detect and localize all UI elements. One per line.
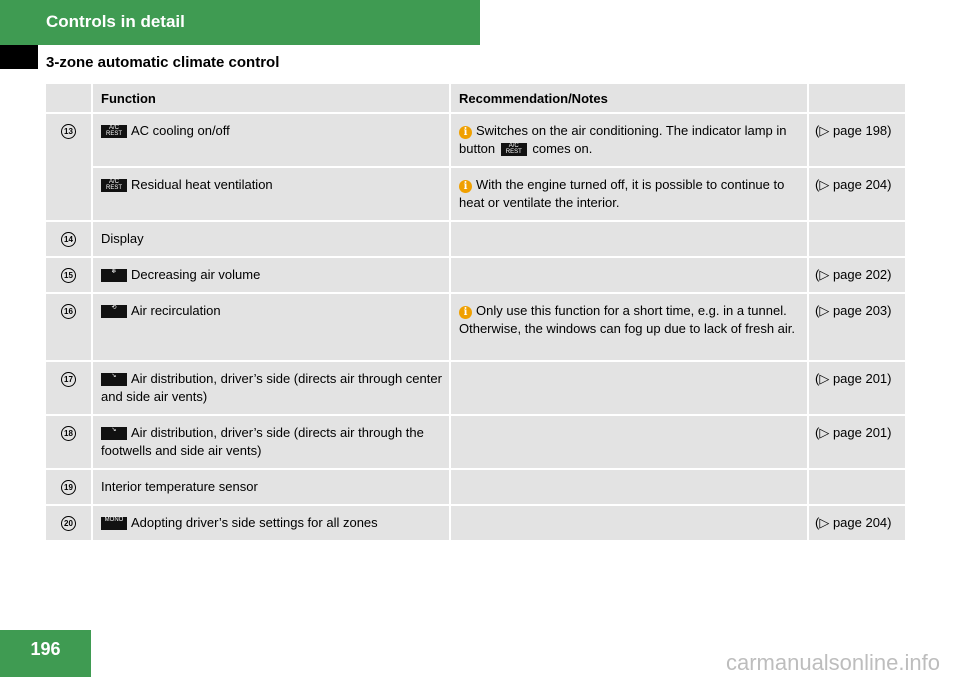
- row-number-cell: [46, 113, 92, 221]
- page-ref-cell: [808, 167, 905, 221]
- note-text: Switches on the air conditioning. The indicator lamp in button: [459, 123, 787, 156]
- page-ref-cell: [808, 293, 905, 361]
- control-button-icon: A/C REST: [101, 125, 127, 138]
- page-reference[interactable]: (▷ page 202): [815, 267, 892, 282]
- circled-number: 16: [61, 304, 76, 319]
- function-text: Air recirculation: [131, 303, 221, 318]
- function-cell: [92, 167, 450, 221]
- circled-number: 19: [61, 480, 76, 495]
- control-button-icon: ⟲: [101, 305, 127, 318]
- circled-number: 18: [61, 426, 76, 441]
- notes-cell: [450, 167, 808, 221]
- page-number: 196: [30, 639, 61, 659]
- function-cell: [92, 257, 450, 293]
- table-row: [46, 469, 905, 505]
- control-button-icon: ↘: [101, 427, 127, 440]
- table-row: [46, 167, 905, 221]
- function-cell: [92, 361, 450, 415]
- page-ref-cell: [808, 113, 905, 167]
- info-icon: i: [459, 180, 472, 193]
- table-row: [46, 257, 905, 293]
- num-header: [46, 84, 92, 113]
- notes-cell: [450, 505, 808, 541]
- row-number-cell: [46, 415, 92, 469]
- page-reference[interactable]: (▷ page 204): [815, 515, 892, 530]
- page-ref-cell: [808, 221, 905, 257]
- page-ref-cell: [808, 361, 905, 415]
- note-text: With the engine turned off, it is possible to continue to heat or ventilate the interior.: [459, 177, 785, 210]
- notes-cell: [450, 415, 808, 469]
- notes-cell: [450, 361, 808, 415]
- control-button-icon: MONO: [101, 517, 127, 530]
- function-cell: [92, 505, 450, 541]
- row-number-cell: [46, 293, 92, 361]
- table-row: [46, 113, 905, 167]
- section-marker: [0, 45, 38, 69]
- notes-cell: [450, 221, 808, 257]
- notes-cell: [450, 257, 808, 293]
- ac-button-icon: A/C REST: [501, 143, 527, 156]
- control-button-icon: A/C REST: [101, 179, 127, 192]
- function-cell: [92, 293, 450, 361]
- page-ref-cell: [808, 505, 905, 541]
- circled-number: 17: [61, 372, 76, 387]
- section-title: 3-zone automatic climate control: [46, 54, 280, 71]
- page-header: [808, 84, 905, 113]
- function-cell: [92, 469, 450, 505]
- page-reference[interactable]: (▷ page 198): [815, 123, 892, 138]
- note-text-end: comes on.: [528, 141, 593, 156]
- table-row: [46, 415, 905, 469]
- table-row: [46, 293, 905, 361]
- function-text: AC cooling on/off: [131, 123, 230, 138]
- row-number-cell: [46, 257, 92, 293]
- page-ref-cell: [808, 469, 905, 505]
- function-text: Interior temperature sensor: [101, 479, 258, 494]
- watermark: carmanualsonline.info: [725, 650, 940, 675]
- note-text: Only use this function for a short time, e.g. in a tunnel. Otherwise, the windows can fog up due to lack of fresh air.: [459, 303, 796, 336]
- controls-table: [46, 84, 905, 542]
- table-row: [46, 505, 905, 541]
- circled-number: 15: [61, 268, 76, 283]
- page-ref-cell: [808, 415, 905, 469]
- function-text: Adopting driver’s side settings for all zones: [131, 515, 378, 530]
- page-reference[interactable]: (▷ page 201): [815, 371, 892, 386]
- notes-cell: [450, 293, 808, 361]
- page-reference[interactable]: (▷ page 204): [815, 177, 892, 192]
- function-text: Air distribution, driver’s side (directs air through center and side air vents): [101, 371, 442, 404]
- row-number-cell: [46, 469, 92, 505]
- control-button-icon: ↘: [101, 373, 127, 386]
- info-icon: i: [459, 126, 472, 139]
- table-row: [46, 361, 905, 415]
- table-header-row: [46, 84, 905, 113]
- notes-cell: [450, 113, 808, 167]
- circled-number: 20: [61, 516, 76, 531]
- row-number-cell: [46, 361, 92, 415]
- notes-cell: [450, 469, 808, 505]
- control-button-icon: ❄: [101, 269, 127, 282]
- function-text: Air distribution, driver’s side (directs air through the footwells and side air vents): [101, 425, 424, 458]
- function-cell: [92, 415, 450, 469]
- circled-number: 13: [61, 124, 76, 139]
- notes-header: Recommendation/Notes: [450, 84, 808, 113]
- function-text: Decreasing air volume: [131, 267, 261, 282]
- function-header: Function: [92, 84, 450, 113]
- circled-number: 14: [61, 232, 76, 247]
- table-row: [46, 221, 905, 257]
- page-reference[interactable]: (▷ page 203): [815, 303, 892, 318]
- function-cell: [92, 113, 450, 167]
- row-number-cell: [46, 221, 92, 257]
- page-reference[interactable]: (▷ page 201): [815, 425, 892, 440]
- function-cell: [92, 221, 450, 257]
- page-ref-cell: [808, 257, 905, 293]
- info-icon: i: [459, 306, 472, 319]
- row-number-cell: [46, 505, 92, 541]
- function-text: Residual heat ventilation: [131, 177, 273, 192]
- function-text: Display: [101, 231, 144, 246]
- chapter-title: Controls in detail: [46, 12, 185, 31]
